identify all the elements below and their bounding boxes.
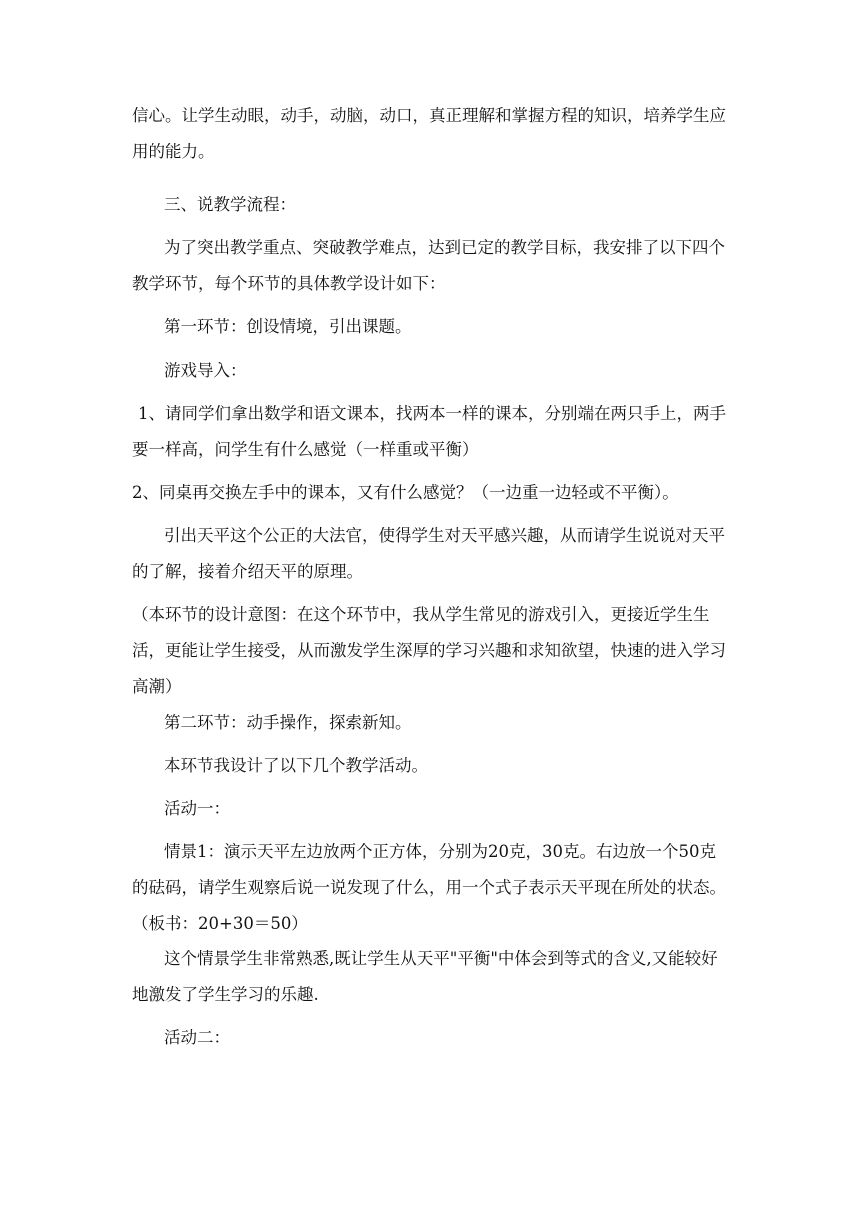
design-note: （本环节的设计意图：在这个环节中，我从学生常见的游戏引入，更接近学生生活，更能让学生接受，从而激发学生深厚的学习兴趣和求知欲望，快速的进入学习高潮） <box>132 605 726 696</box>
stage-heading: 第二环节：动手操作，探索新知。 <box>164 713 412 732</box>
subheading: 活动二： <box>164 1028 230 1047</box>
paragraph-continuation: 信心。让学生动眼，动手，动脑，动口，真正理解和掌握方程的知识，培养学生应用的能力。 <box>132 106 726 161</box>
list-item: 2、同桌再交换左手中的课本，又有什么感觉？（一边重一边轻或不平衡）。 <box>132 483 679 502</box>
list-item: 1、请同学们拿出数学和语文课本，找两本一样的课本，分别端在两只手上，两手要一样高，问学生有什么感觉（一样重或平衡） <box>132 404 726 459</box>
subheading: 游戏导入： <box>164 361 247 380</box>
paragraph: 引出天平这个公正的大法官，使得学生对天平感兴趣，从而请学生说说对天平的了解，接着介绍天平的原理。 <box>132 526 725 581</box>
paragraph: 为了突出教学重点、突破教学难点，达到已定的教学目标，我安排了以下四个教学环节，每个环节的具体教学设计如下： <box>132 238 725 293</box>
paragraph: 这个情景学生非常熟悉,既让学生从天平"平衡"中体会到等式的含义,又能较好地激发了学生学习的乐趣. <box>132 949 718 1004</box>
paragraph: 本环节我设计了以下几个教学活动。 <box>164 756 428 775</box>
paragraph: 情景1：演示天平左边放两个正方体，分别为20克，30克。右边放一个50克的砝码，请学生观察后说一说发现了什么，用一个式子表示天平现在所处的状态。（板书：20+30＝50） <box>132 842 726 933</box>
stage-heading: 第一环节：创设情境，引出课题。 <box>164 317 412 336</box>
subheading: 活动一： <box>164 799 230 818</box>
section-heading: 三、说教学流程： <box>164 195 296 214</box>
